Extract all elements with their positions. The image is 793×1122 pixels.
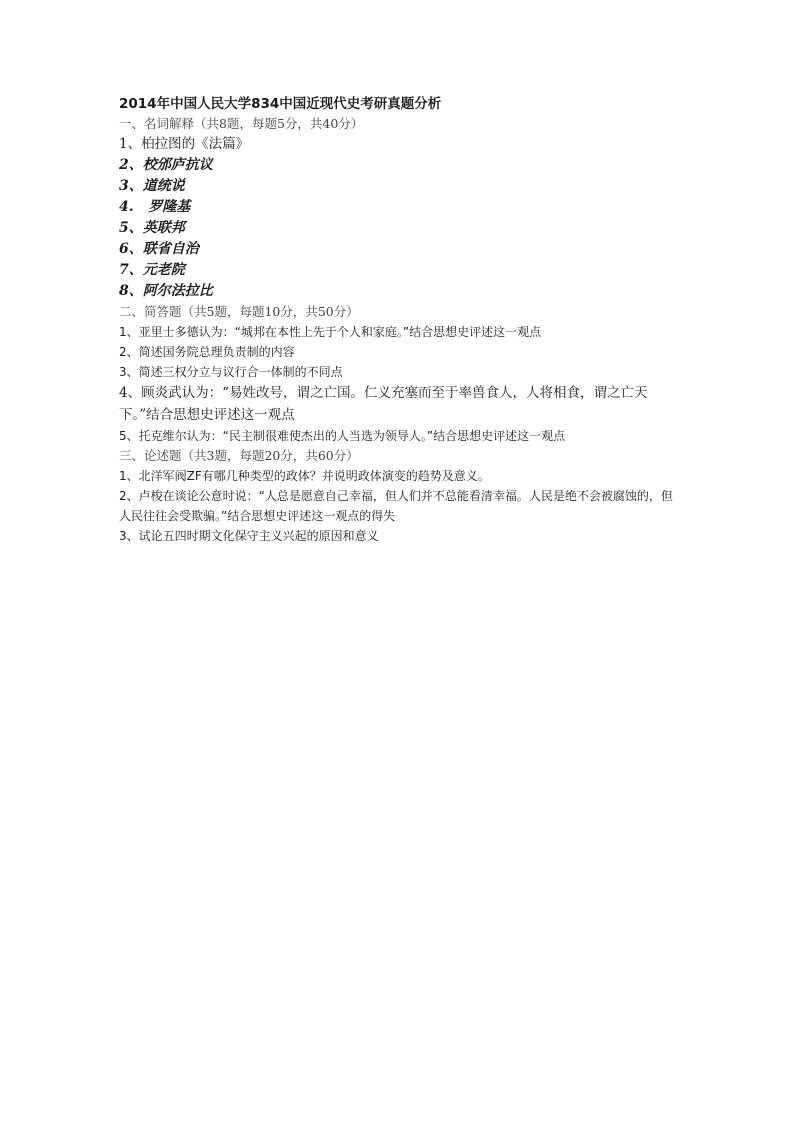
question-item: 4、顾炎武认为：“易姓改号，谓之亡国。仁义充塞而至于率兽食人，人将相食，谓之亡天下。”结合思想史评述这一观点 (119, 385, 648, 423)
term-item: 8、阿尔法拉比 (119, 283, 213, 299)
term-item: 6、联省自治 (119, 241, 199, 257)
question-item: 3、试论五四时期文化保守主义兴起的原因和意义 (119, 529, 379, 543)
question-item: 2、卢梭在谈论公意时说：“人总是愿意自己幸福，但人们并不总能看清幸福。人民是绝不会被腐蚀的，但人民往往会受欺骗。”结合思想史评述这一观点的得失 (119, 489, 673, 523)
term-item: 7、元老院 (119, 262, 185, 278)
question-item: 3、简述三权分立与议行合一体制的不同点 (119, 365, 343, 379)
term-item: 4. 罗隆基 (119, 199, 191, 215)
document-page (119, 94, 679, 546)
section-heading-short-answer: 二、简答题（共5题，每题10分，共50分） (119, 304, 359, 319)
term-item: 1、柏拉图的《法篇》 (119, 136, 250, 152)
question-item: 2、简述国务院总理负责制的内容 (119, 345, 295, 359)
term-item: 5、英联邦 (119, 220, 185, 236)
question-item: 1、北洋军阀ZF有哪几种类型的政体？并说明政体演变的趋势及意义。 (119, 469, 490, 483)
section-heading-terms: 一、名词解释（共8题，每题5分，共40分） (119, 116, 364, 131)
term-item: 2、校邠庐抗议 (119, 157, 213, 173)
term-item: 3、道统说 (119, 178, 185, 194)
section-heading-essay: 三、论述题（共3题，每题20分，共60分） (119, 448, 359, 463)
document-title: 2014年中国人民大学834中国近现代史考研真题分析 (119, 96, 442, 112)
question-item: 5、托克维尔认为：“民主制很难使杰出的人当选为领导人。”结合思想史评述这一观点 (119, 429, 566, 443)
question-item: 1、亚里士多德认为：“城邦在本性上先于个人和家庭。”结合思想史评述这一观点 (119, 325, 542, 339)
